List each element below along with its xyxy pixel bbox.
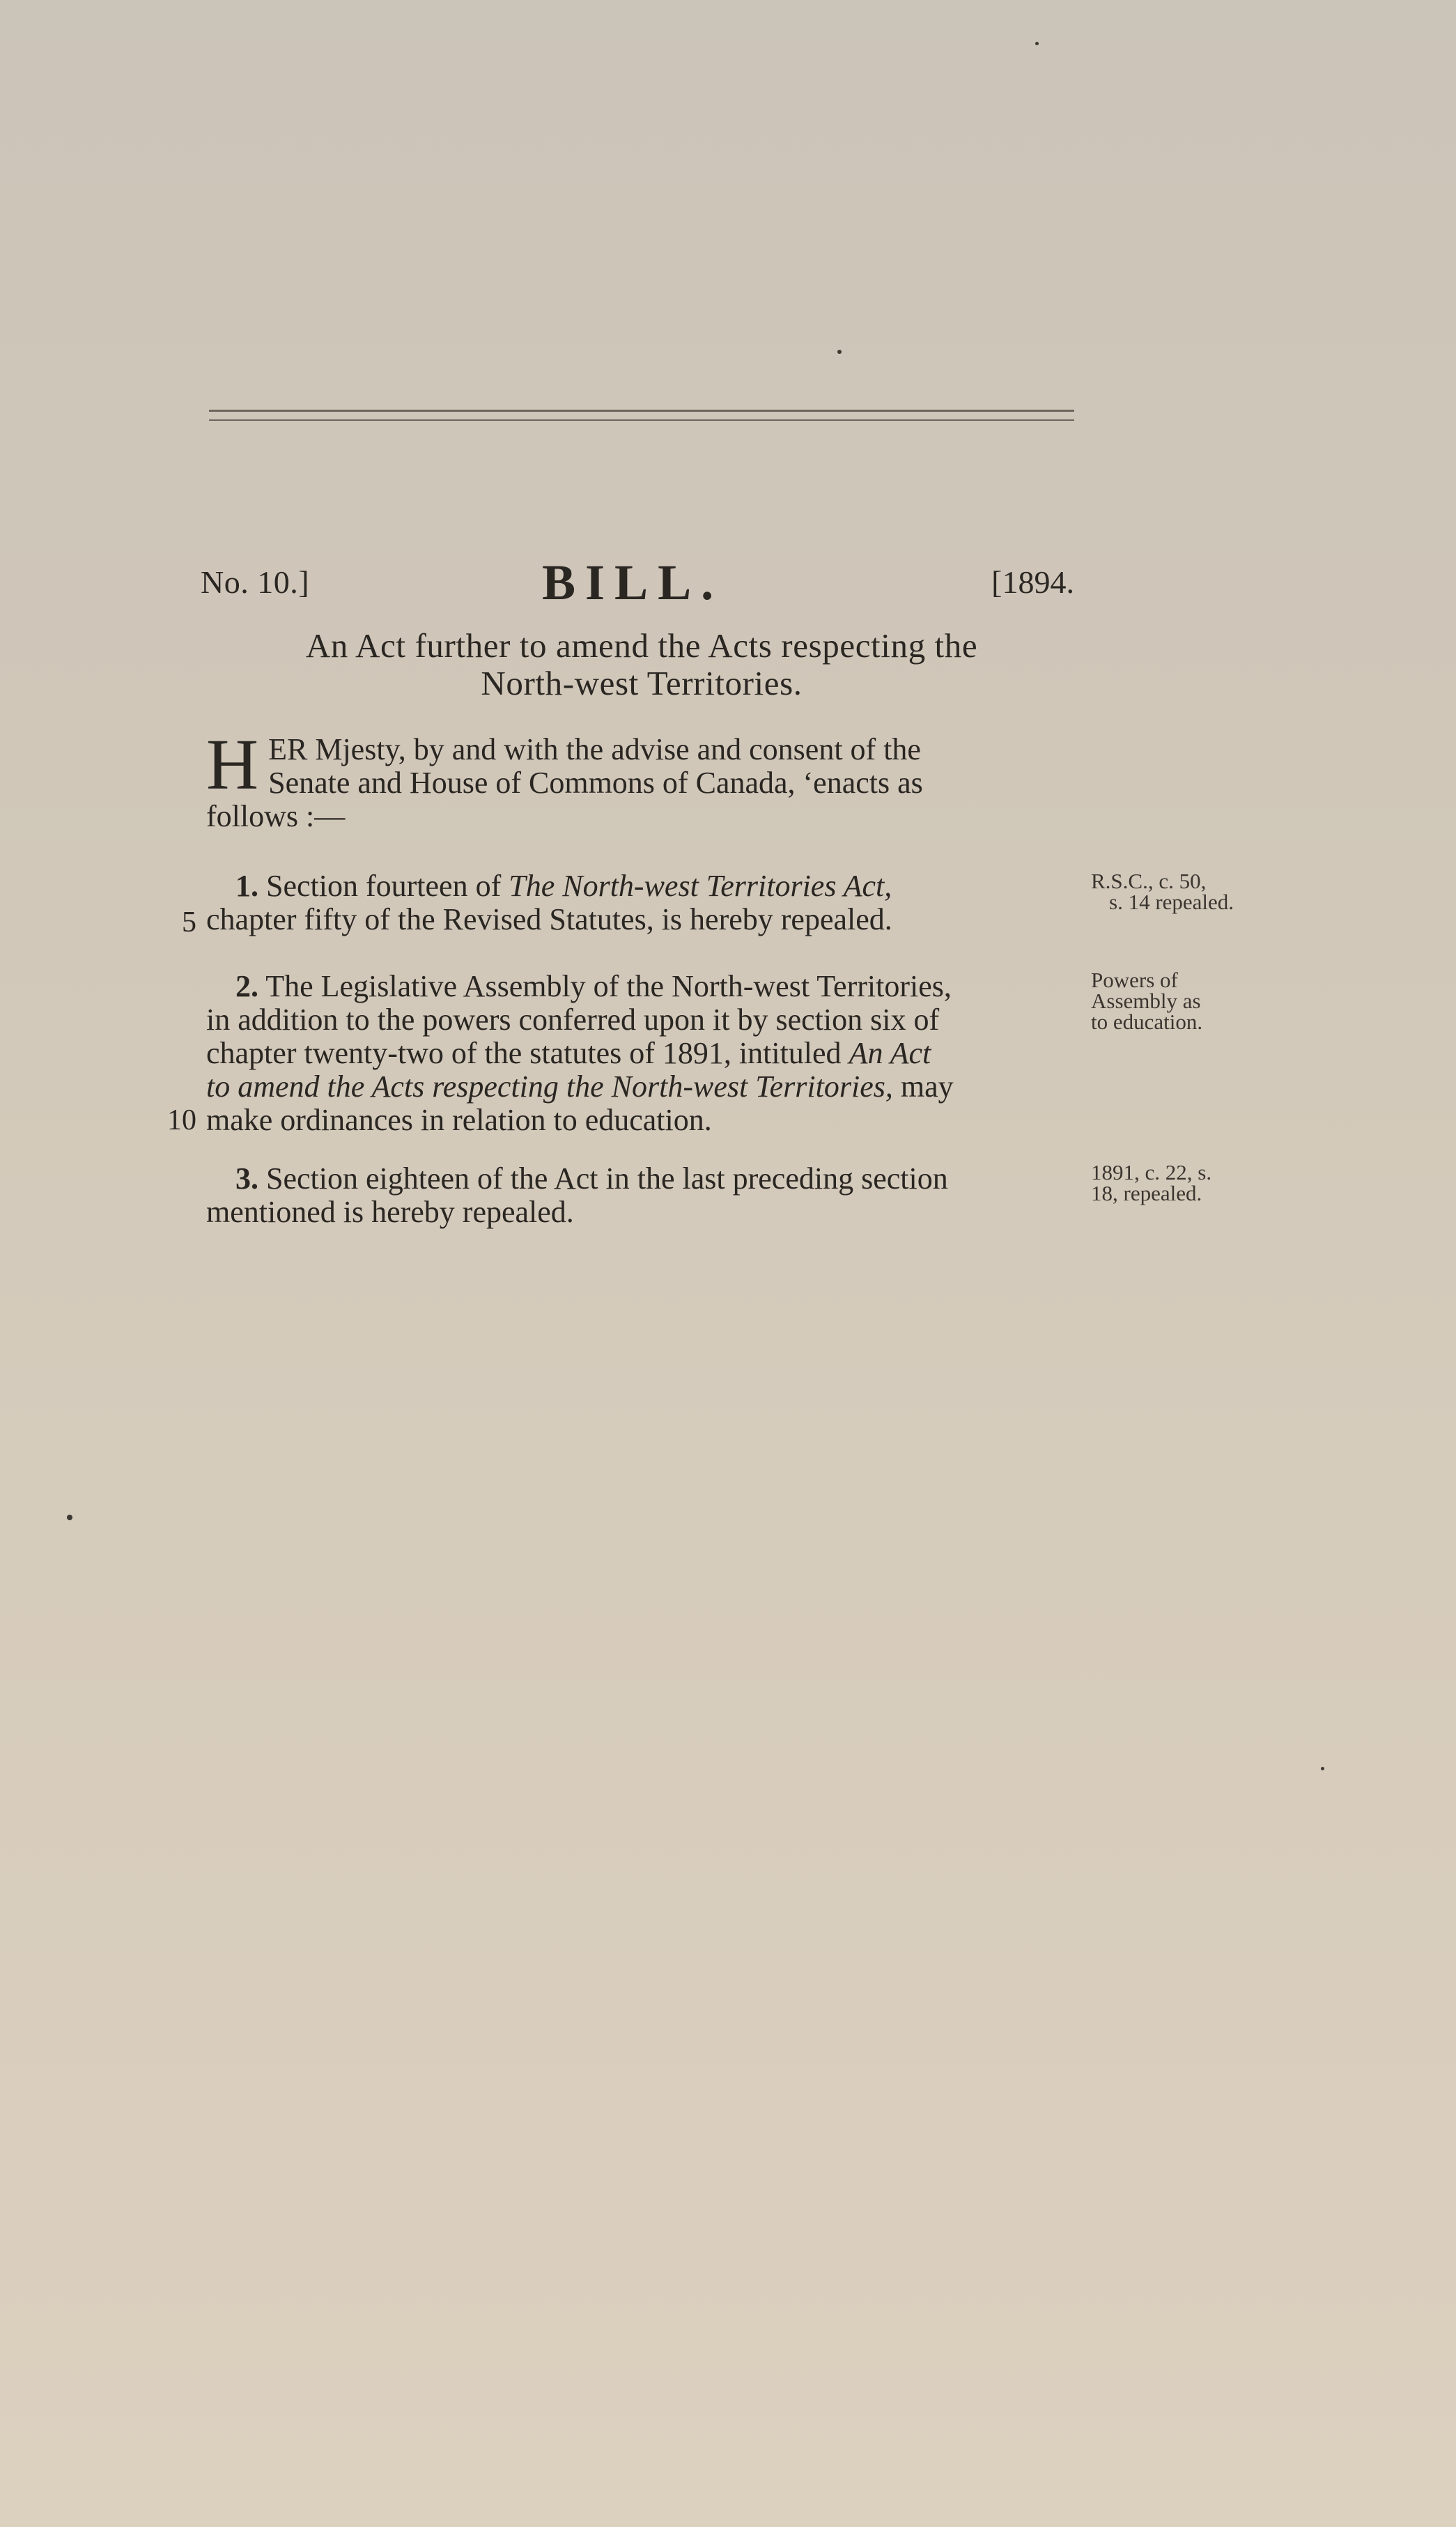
act-title-line-1: An Act further to amend the Acts respecting the bbox=[305, 626, 978, 665]
section-3-line-1 bbox=[206, 1162, 1080, 1196]
section-3 bbox=[206, 1162, 1080, 1229]
margin-note-2 bbox=[1091, 970, 1202, 1033]
margin-note-1-line-1: R.S.C., c. 50, bbox=[1091, 869, 1207, 893]
margin-note-3 bbox=[1091, 1162, 1211, 1204]
section-2-text-1: The Legislative Assembly of the North-west Territories, bbox=[265, 969, 952, 1003]
section-3-number: 3. bbox=[235, 1161, 258, 1196]
paper-speck bbox=[837, 350, 842, 354]
section-2-text-4b: may bbox=[900, 1069, 954, 1104]
section-2-text-3a: chapter twenty-two of the statutes of 1891, intituled bbox=[206, 1036, 842, 1070]
top-rule-thin bbox=[209, 419, 1074, 421]
paper-speck bbox=[67, 1515, 72, 1520]
bill-number: No. 10.] bbox=[201, 564, 310, 600]
section-3-line-2: mentioned is hereby repealed. bbox=[206, 1195, 574, 1229]
enacting-clause bbox=[206, 725, 1080, 833]
top-rule bbox=[209, 410, 1074, 412]
margin-note-1-line-2: s. 14 repealed. bbox=[1109, 890, 1234, 914]
act-title-line-2: North-west Territories. bbox=[481, 664, 803, 702]
margin-note-3-line-2: 18, repealed. bbox=[1091, 1181, 1202, 1205]
section-2-line-3 bbox=[206, 1037, 1080, 1070]
act-title bbox=[209, 627, 1074, 702]
preamble-line-1 bbox=[268, 733, 1080, 766]
section-2-number: 2. bbox=[235, 969, 258, 1003]
margin-note-2-line-2: Assembly as bbox=[1091, 989, 1201, 1013]
section-1-line-2: chapter fifty of the Revised Statutes, is hereby repealed. bbox=[206, 902, 892, 936]
preamble-line-3: follows :— bbox=[206, 799, 346, 833]
section-1-number: 1. bbox=[235, 869, 258, 903]
section-2-line-2: in addition to the powers conferred upon it by section six of bbox=[206, 1003, 940, 1037]
section-2-act-ref-a: An Act bbox=[849, 1036, 931, 1070]
section-1-text-a: Section fourteen of bbox=[266, 869, 502, 903]
preamble-text-1: ER Mjesty, by and with the advise and consent of the bbox=[268, 732, 921, 766]
section-1-line-1 bbox=[206, 870, 1080, 903]
margin-note-2-line-3: to education. bbox=[1091, 1010, 1203, 1034]
section-2 bbox=[206, 970, 1080, 1137]
line-number-10: 10 bbox=[167, 1104, 196, 1136]
section-2-line-5: make ordinances in relation to education. bbox=[206, 1103, 712, 1137]
section-3-text-1: Section eighteen of the Act in the last preceding section bbox=[266, 1161, 948, 1196]
margin-note-1 bbox=[1091, 871, 1234, 913]
paper-speck bbox=[1035, 42, 1039, 45]
drop-cap: H bbox=[206, 725, 259, 805]
bill-header bbox=[201, 554, 1074, 610]
margin-note-3-line-1: 1891, c. 22, s. bbox=[1091, 1160, 1212, 1184]
section-2-line-1 bbox=[206, 970, 1080, 1003]
preamble-line-2: Senate and House of Commons of Canada, ‘enacts as bbox=[268, 766, 923, 800]
paper-speck bbox=[1321, 1767, 1324, 1770]
section-2-line-4 bbox=[206, 1070, 1080, 1104]
line-number-5: 5 bbox=[182, 906, 196, 938]
section-1-act-name: The North-west Territories Act, bbox=[509, 869, 892, 903]
section-1 bbox=[206, 870, 1080, 936]
bill-year: [1894. bbox=[991, 564, 1074, 600]
bill-title: BILL. bbox=[542, 555, 724, 610]
margin-note-2-line-1: Powers of bbox=[1091, 968, 1178, 992]
section-2-act-ref-b: to amend the Acts respecting the North-west Territories, bbox=[206, 1069, 893, 1104]
